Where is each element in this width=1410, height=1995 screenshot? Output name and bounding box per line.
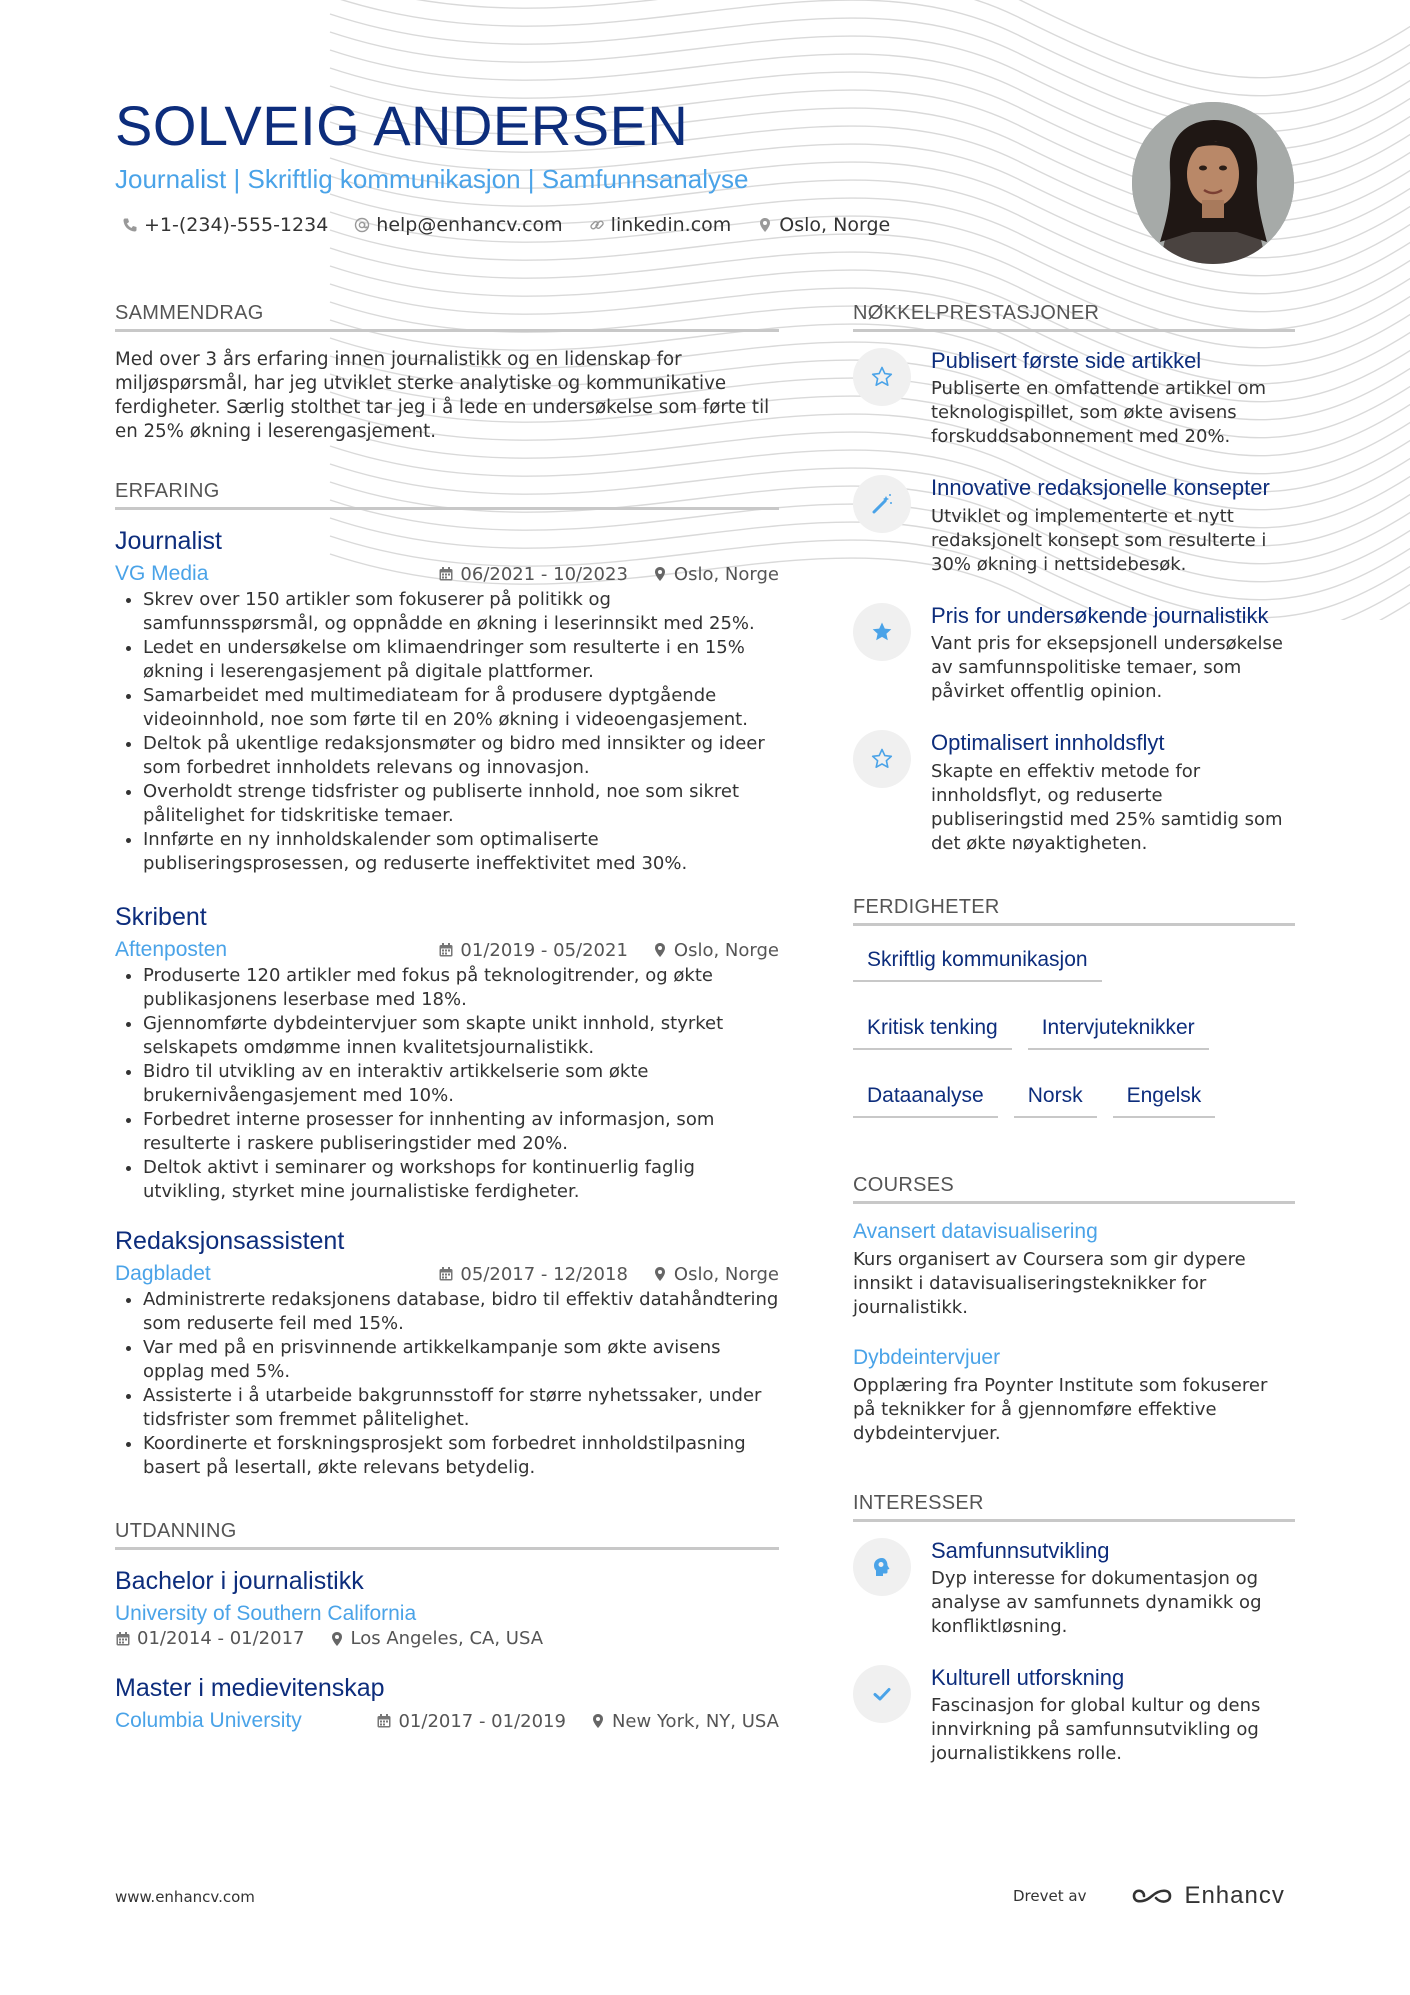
interest-item [853, 1538, 1295, 1639]
skill-tag: Skriftlig kommunikasjon [853, 942, 1102, 982]
bullet-item: • Innførte en ny innholdskalender som optimaliserte publiseringsprosessen, og reduserte ineffektivitet med 30%. [143, 828, 779, 876]
job-dates: 01/2019 - 05/2021 [460, 939, 628, 961]
achievement-desc: Skapte en effektiv metode for innholdsflyt, og reduserte publiseringstid med 25% samtidig som det økte nøyaktigheten. [931, 760, 1283, 854]
at-icon [354, 217, 370, 233]
course-desc: Kurs organisert av Coursera som gir dypere innsikt i datavisualiseringsteknikker for journalistikk. [853, 1248, 1246, 1318]
job-title: Journalist [115, 527, 222, 555]
course-desc: Opplæring fra Poynter Institute som fokuserer på teknikker for å gjennomføre effektive dybdeintervjuer. [853, 1374, 1268, 1444]
bullet-item: • Bidro til utvikling av en interaktiv artikkelserie som økte brukernivåengasjement med 10%. [143, 1060, 779, 1108]
map-pin-icon [590, 1713, 606, 1729]
job-bullets [115, 964, 779, 1204]
email-text: help@enhancv.com [376, 214, 563, 236]
bullet-item: • Produserte 120 artikler med fokus på teknologitrender, og økte publikasjonens leserbase med 18%. [143, 964, 779, 1012]
bullet-item: • Deltok på ukentlige redaksjonsmøter og bidro med innsikter og ideer som forbedret innholdets relevans og innovasjon. [143, 732, 779, 780]
section-title-interests: INTERESSER [853, 1492, 1295, 1522]
map-pin-icon [652, 1266, 668, 1282]
school-name: University of Southern California [115, 1602, 417, 1625]
achievement-desc: Utviklet og implementerte et nytt redaksjonelt konsept som resulterte i 30% økning i nettsidebesøk. [931, 505, 1267, 575]
course-title: Avansert datavisualisering [853, 1219, 1098, 1243]
achievement-title: Innovative redaksjonelle konsepter [931, 475, 1270, 501]
job-location: Oslo, Norge [673, 1263, 779, 1285]
achievement-item [853, 348, 1295, 449]
course-item [853, 1346, 1295, 1446]
phone-icon [122, 217, 138, 233]
interest-title: Samfunnsutvikling [931, 1537, 1110, 1563]
skill-tag: Dataanalyse [853, 1078, 998, 1118]
enhancv-logo-icon [1130, 1884, 1176, 1908]
education-item [115, 1566, 779, 1649]
job-location: Oslo, Norge [673, 939, 779, 961]
achievement-desc: Publiserte en omfattende artikkel om teknologispillet, som økte avisens forskuddsabonnement med 20%. [931, 378, 1267, 448]
skill-tag: Kritisk tenking [853, 1010, 1012, 1050]
skills-list [853, 942, 1295, 1118]
map-pin-icon [757, 217, 773, 233]
bullet-item: • Var med på en prisvinnende artikkelkampanje som økte avisens opplag med 5%. [143, 1336, 779, 1384]
calendar-icon [438, 942, 454, 958]
location-text: Oslo, Norge [779, 214, 891, 236]
interest-title: Kulturell utforskning [931, 1664, 1125, 1690]
powered-by-label: Drevet av [1013, 1887, 1087, 1905]
job-bullets [115, 588, 779, 876]
experience-item [115, 526, 779, 876]
phone-text: +1-(234)-555-1234 [144, 214, 329, 236]
star-outline-icon [870, 365, 894, 389]
avatar-illustration [1132, 102, 1294, 264]
right-column [853, 302, 1295, 1786]
education-item [115, 1673, 779, 1733]
experience-item [115, 902, 779, 1204]
section-title-achievements: NØKKELPRESTASJONER [853, 302, 1295, 332]
candidate-name: SOLVEIG ANDERSEN [115, 94, 689, 157]
company-name: VG Media [115, 562, 209, 585]
job-title: Skribent [115, 903, 207, 931]
star-filled-icon [870, 620, 894, 644]
enhancv-logo[interactable] [1130, 1882, 1284, 1910]
company-name: Dagbladet [115, 1262, 211, 1285]
contact-email[interactable] [354, 214, 562, 236]
interest-item [853, 1665, 1295, 1766]
brand-text: Enhancv [1184, 1882, 1285, 1909]
bullet-item: • Overholdt strenge tidsfrister og publiserte innhold, noe som sikret pålitelighet for tidskritiske temaer. [143, 780, 779, 828]
summary-text: Med over 3 års erfaring innen journalistikk og en lidenskap for miljøspørsmål, har jeg utviklet sterke analytiske og kommunikative ferdigheter. Særlig stolthet tar jeg i å lede en undersøkelse som førte til en 25% økning i leserengasjement. [115, 349, 770, 442]
course-title: Dybdeintervjuer [853, 1345, 1001, 1369]
bullet-item: • Koordinerte et forskningsprosjekt som forbedret innholdstilpasning basert på lesertall, økte relevans betydelig. [143, 1432, 779, 1480]
bullet-item: • Assisterte i å utarbeide bakgrunnsstoff for større nyhetssaker, under tidsfrister som fremmet pålitelighet. [143, 1384, 779, 1432]
contact-bar [122, 214, 890, 236]
calendar-icon [115, 1631, 131, 1647]
achievement-item [853, 475, 1295, 576]
achievement-desc: Vant pris for eksepsjonell undersøkelse av samfunnspolitiske temaer, som påvirket offentlig opinion. [931, 633, 1283, 703]
interest-desc: Fascinasjon for global kultur og dens innvirkning på samfunnsutvikling og journalistikkens rolle. [931, 1695, 1261, 1765]
head-brain-icon [870, 1555, 894, 1579]
job-bullets [115, 1288, 779, 1480]
star-outline-icon [870, 747, 894, 771]
link-icon [589, 217, 605, 233]
calendar-icon [438, 566, 454, 582]
experience-item [115, 1226, 779, 1480]
course-item [853, 1220, 1295, 1320]
company-name: Aftenposten [115, 938, 228, 961]
contact-linkedin[interactable] [589, 214, 732, 236]
bullet-item: • Forbedret interne prosesser for innhenting av informasjon, som resulterte i raskere publiseringstider med 20%. [143, 1108, 779, 1156]
degree-title: Bachelor i journalistikk [115, 1567, 364, 1595]
contact-phone[interactable] [122, 214, 328, 236]
interest-desc: Dyp interesse for dokumentasjon og analyse av samfunnets dynamikk og konfliktløsning. [931, 1567, 1262, 1637]
map-pin-icon [329, 1631, 345, 1647]
contact-location [757, 214, 890, 236]
job-dates: 06/2021 - 10/2023 [460, 563, 628, 585]
skill-tag: Intervjuteknikker [1028, 1010, 1209, 1050]
achievement-title: Pris for undersøkende journalistikk [931, 602, 1269, 628]
job-location: Oslo, Norge [673, 563, 779, 585]
job-dates: 05/2017 - 12/2018 [460, 1263, 628, 1285]
section-title-courses: COURSES [853, 1174, 1295, 1204]
magic-wand-icon [870, 492, 894, 516]
checkmark-icon [870, 1682, 894, 1706]
achievement-title: Publisert første side artikkel [931, 348, 1202, 373]
footer-website[interactable]: www.enhancv.com [115, 1888, 255, 1906]
achievement-title: Optimalisert innholdsflyt [931, 730, 1165, 756]
achievement-item [853, 603, 1295, 704]
education-location: New York, NY, USA [611, 1710, 779, 1732]
section-title-experience: ERFARING [115, 480, 779, 510]
bullet-item: • Administrerte redaksjonens database, bidro til effektiv datahåndtering som reduserte feil med 15%. [143, 1288, 779, 1336]
left-column [115, 302, 779, 1751]
calendar-icon [376, 1713, 392, 1729]
headline: Journalist | Skriftlig kommunikasjon | Samfunnsanalyse [115, 164, 749, 194]
calendar-icon [438, 1266, 454, 1282]
bullet-item: • Gjennomførte dybdeintervjuer som skapte unikt innhold, styrket selskapets omdømme innen kvalitetsjournalistikk. [143, 1012, 779, 1060]
section-title-summary: SAMMENDRAG [115, 302, 779, 332]
education-location: Los Angeles, CA, USA [350, 1628, 544, 1649]
job-title: Redaksjonsassistent [115, 1227, 345, 1255]
section-title-skills: FERDIGHETER [853, 896, 1295, 926]
map-pin-icon [652, 942, 668, 958]
section-title-education: UTDANNING [115, 1520, 779, 1550]
bullet-item: • Samarbeidet med multimediateam for å produsere dyptgående videoinnhold, noe som førte til en 20% økning i videoengasjement. [143, 684, 779, 732]
map-pin-icon [652, 566, 668, 582]
skill-tag: Norsk [1014, 1078, 1097, 1118]
school-name: Columbia University [115, 1709, 302, 1732]
achievement-item [853, 730, 1295, 855]
education-dates: 01/2017 - 01/2019 [398, 1710, 566, 1732]
bullet-item: • Skrev over 150 artikler som fokuserer på politikk og samfunnsspørsmål, og oppnådde en økning i leserinnsikt med 25%. [143, 588, 779, 636]
bullet-item: • Deltok aktivt i seminarer og workshops for kontinuerlig faglig utvikling, styrket mine journalistiske ferdigheter. [143, 1156, 779, 1204]
profile-photo [1132, 102, 1294, 264]
linkedin-text: linkedin.com [610, 214, 732, 236]
bullet-item: • Ledet en undersøkelse om klimaendringer som resulterte i en 15% økning i leserengasjement på digitale plattformer. [143, 636, 779, 684]
degree-title: Master i medievitenskap [115, 1674, 385, 1702]
skill-tag: Engelsk [1113, 1078, 1216, 1118]
footer-branding [1013, 1882, 1285, 1910]
education-dates: 01/2014 - 01/2017 [137, 1628, 305, 1649]
